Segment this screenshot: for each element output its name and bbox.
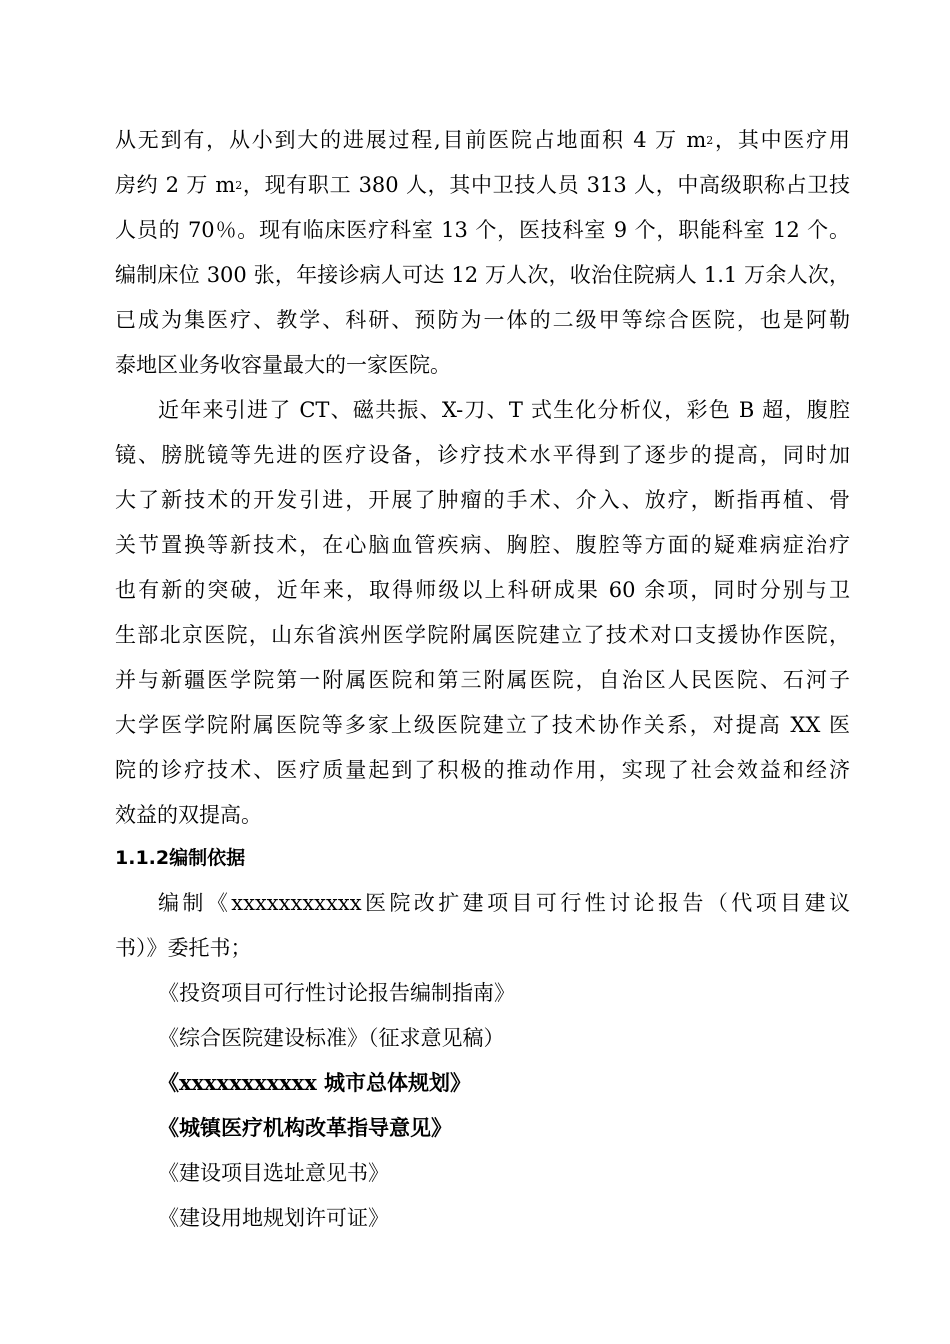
text-run: ，现有职工 380 人，其中卫技人员 313 人，中高级职称占卫技: [242, 173, 850, 197]
paragraph-line: 近年来引进了 CT、磁共振、X-刀、T 式生化分析仪，彩色 B 超，腹腔: [158, 398, 850, 422]
paragraph-line: 大了新技术的开发引进，开展了肿瘤的手术、介入、放疗，断指再植、骨: [115, 488, 850, 512]
paragraph-line: 镜、膀胱镜等先进的医疗设备，诊疗技术水平得到了逐步的提高，同时加: [115, 443, 850, 467]
paragraph-line: 大学医学院附属医院等多家上级医院建立了技术协作关系，对提高 XX 医: [115, 713, 850, 737]
paragraph-line: 编制《xxxxxxxxxxx医院改扩建项目可行性讨论报告（代项目建议: [158, 891, 850, 915]
paragraph-line: [115, 125, 850, 155]
superscript: 2: [706, 134, 714, 147]
text-run: ，其中医疗用: [713, 128, 850, 152]
paragraph-line: 书）》委托书；: [115, 936, 252, 960]
paragraph-line: 并与新疆医学院第一附属医院和第三附属医院，自治区人民医院、石河子: [115, 668, 850, 692]
text-run: 房约 2 万 m: [115, 173, 236, 197]
paragraph-line: 泰地区业务收容量最大的一家医院。: [115, 353, 451, 377]
paragraph-line: [115, 170, 850, 200]
reference-item: 《xxxxxxxxxxx 城市总体规划》: [158, 1070, 472, 1095]
paragraph-line: 生部北京医院，山东省滨州医学院附属医院建立了技术对口支援协作医院，: [115, 623, 850, 647]
paragraph-line: 关节置换等新技术，在心脑血管疾病、胸腔、腹腔等方面的疑难病症治疗: [115, 533, 850, 557]
section-heading: 1.1.2编制依据: [115, 847, 246, 869]
paragraph-line: 院的诊疗技术、医疗质量起到了积极的推动作用，实现了社会效益和经济: [115, 758, 850, 782]
superscript: 2: [235, 179, 243, 192]
reference-item: 《综合医院建设标准》（征求意见稿）: [158, 1026, 505, 1050]
paragraph-line: 人员的 70％。现有临床医疗科室 13 个，医技科室 9 个，职能科室 12 个。: [115, 218, 850, 242]
paragraph-line: 编制床位 300 张，年接诊病人可达 12 万人次，收治住院病人 1.1 万余人次，: [115, 263, 850, 287]
reference-item: 《城镇医疗机构改革指导意见》: [158, 1115, 452, 1140]
paragraph-line: 已成为集医疗、教学、科研、预防为一体的二级甲等综合医院，也是阿勒: [115, 308, 850, 332]
reference-item: 《建设用地规划许可证》: [158, 1206, 389, 1230]
paragraph-line: 效益的双提高。: [115, 803, 262, 827]
paragraph-line: 也有新的突破，近年来，取得师级以上科研成果 60 余项，同时分别与卫: [115, 578, 850, 602]
text-run: 从无到有，从小到大的进展过程,目前医院占地面积 4 万 m: [115, 128, 707, 152]
reference-item: 《建设项目选址意见书》: [158, 1161, 389, 1185]
reference-item: 《投资项目可行性讨论报告编制指南》: [158, 981, 515, 1005]
